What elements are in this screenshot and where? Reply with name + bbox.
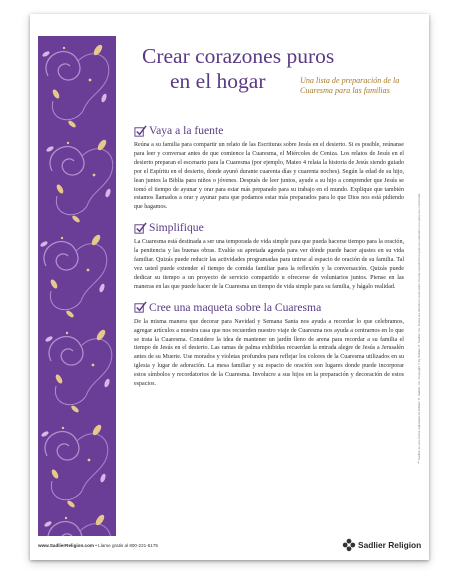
copyright-side-note bbox=[411, 164, 423, 464]
footer-phone: Llame gratis al 800-221-5175 bbox=[98, 543, 158, 548]
section-body: La Cuaresma está destinada a ser una temporada de vida simple para que pueda hacerse tiempo para la oración, la penitencia y las buenas obras. Evalúe su apretada agenda para ver dónde puede hacer ajustes en su vida familiar. Quizás puede reducir las actividades programadas para unirse al espacio de oración de su familia. Tal vez usted puede extender el tiempo de comida familiar para la reflexión y la conversación. Quizás puede dedicar su tiempo a un proyecto de servicio compartido u ofrecerse de voluntarios juntos. Piense en las maneras en las que puede hacer de la Cuaresma un tiempo de vida simple para su familia, y hágalo realidad. bbox=[134, 239, 404, 290]
section-body: Reúna a su familia para compartir un relato de las Escrituras sobre Jesús en el desierto. Si es posible, reúnanse para leer y conversar antes de que comience la Cuaresma, el Miércoles de Ceniza. Los relatos de Jesús en el desierto preparan el escenario para la Cuaresma (por ejemplo, Mateo 4 relata la historia de Jesús siendo guiado por el Espíritu en el desierto, donde ayunó durante cuarenta días y cuarenta noches). Según la edad de su hijo, lean juntos la Biblia para niños o jóvenes. Después de leer juntos, ayude a su hijo a comprender que Jesús se tomó el tiempo de ayunar y orar para estar más preparado para su trabajo en el mundo. Explique que también estamos llamados a orar y ayunar para que podamos estar más preparados para lo que Dios nos está pidiendo que hagamos. bbox=[134, 142, 404, 211]
section-vaya-a-la-fuente bbox=[134, 124, 404, 212]
footer-website: www.SadlierReligion.com bbox=[38, 543, 94, 548]
section-heading-text: Simplifique bbox=[149, 221, 204, 235]
checkmark-icon bbox=[134, 222, 147, 235]
copyright-text: ™ Sadlier es una marca registrada de William H. Sadlier, Inc. Copyright © by William H. Sadlier, Inc. Todos los derechos reservados. Puede reproducirse para uso educativo (no para uso comercial). bbox=[417, 193, 421, 464]
checkmark-icon bbox=[134, 301, 147, 314]
section-heading-text: Cree una maqueta sobre la Cuaresma bbox=[149, 300, 322, 314]
content-sections bbox=[134, 124, 404, 389]
section-heading bbox=[134, 221, 404, 235]
worksheet-page bbox=[30, 14, 429, 560]
section-body: De la misma manera que decorar para Navidad y Semana Santa nos ayuda a recordar lo que celebramos, agregar artículos a nuestra casa que nos recuerden nuestro viaje de Cuaresma nos ayuda a centrarnos en lo que se trata la Cuaresma. Considere la idea de mantener un jardín lleno de arena para recordar a su familia el tiempo de Jesús en el desierto. Las ramas de palma exhibidas recuerdan la entrada alegre de Jesús a Jerusalén antes de su Muerte. Use morados y violetas profundos para reflejar los colores de la Cuaresma utilizados en su iglesia y lugar de adoración. La mesa familiar y su espacio de oración son lugares donde puede incorporar estos símbolos y recordatorios de la Cuaresma. Involucre a sus hijos en la preparación y decoración de estos espacios. bbox=[134, 318, 404, 388]
section-cree-una-maqueta bbox=[134, 301, 404, 389]
checkmark-icon bbox=[134, 125, 147, 138]
section-simplifique bbox=[134, 221, 404, 291]
section-heading-text: Vaya a la fuente bbox=[149, 124, 224, 137]
swirl-pattern-icon bbox=[38, 36, 116, 536]
footer-contact bbox=[38, 543, 158, 548]
sadlier-logo bbox=[342, 538, 421, 552]
title-line-2: en el hogar bbox=[170, 69, 266, 93]
section-heading bbox=[134, 124, 404, 138]
decorative-swirl-band bbox=[38, 36, 116, 536]
title-line-1: Crear corazones puros bbox=[142, 44, 335, 68]
sadlier-flower-logo-icon bbox=[342, 538, 356, 552]
section-heading bbox=[134, 301, 404, 315]
footer-separator: • bbox=[95, 543, 97, 548]
page-subtitle: Una lista de preparación de la Cuaresma para las familias bbox=[300, 76, 400, 95]
logo-text: Sadlier Religion bbox=[358, 540, 422, 550]
